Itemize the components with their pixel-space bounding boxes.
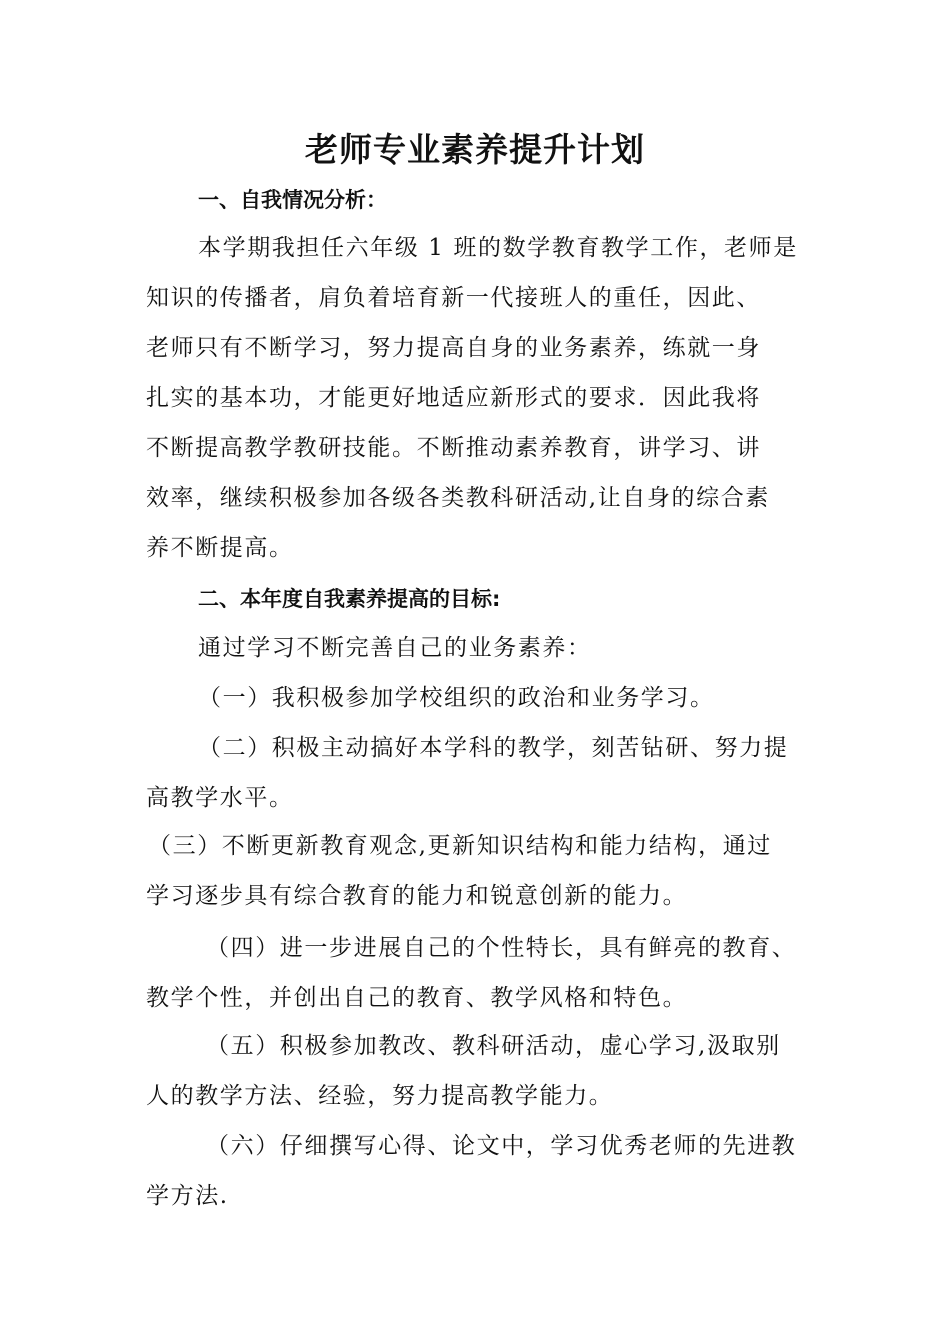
goal-item-4-cont: 教学个性，并创出自己的教育、教学风格和特色。 xyxy=(146,985,688,1011)
goal-item-2-cont: 高教学水平。 xyxy=(146,785,294,811)
goal-item-5-cont: 人的教学方法、经验，努力提高教学能力。 xyxy=(146,1083,614,1109)
paragraph-line: 效率，继续积极参加各级各类教科研活动,让自身的综合素 xyxy=(146,485,770,511)
goal-item-6-cont: 学方法. xyxy=(146,1183,229,1209)
document-title: 老师专业素养提升计划 xyxy=(305,130,645,169)
section2-heading: 二、本年度自我素养提高的目标: xyxy=(198,587,501,611)
paragraph-line: 扎实的基本功，才能更好地适应新形式的要求．因此我将 xyxy=(146,385,761,411)
goal-item-3: （三）不断更新教育观念,更新知识结构和能力结构，通过 xyxy=(148,833,772,859)
goal-item-1: （一）我积极参加学校组织的政治和业务学习。 xyxy=(198,685,715,711)
goal-item-4: （四）进一步进展自己的个性特长，具有鲜亮的教育、 xyxy=(206,935,797,961)
paragraph-line: 知识的传播者，肩负着培育新一代接班人的重任，因此、 xyxy=(146,285,761,311)
paragraph-line: 老师只有不断学习，努力提高自身的业务素养，练就一身 xyxy=(146,335,761,361)
paragraph-line: 不断提高教学教研技能。不断推动素养教育，讲学习、讲 xyxy=(146,435,761,461)
goal-item-3-cont: 学习逐步具有综合教育的能力和锐意创新的能力。 xyxy=(146,883,688,909)
paragraph-line: 通过学习不断完善自己的业务素养： xyxy=(198,635,592,661)
goal-item-5: （五）积极参加教改、教科研活动，虚心学习,汲取别 xyxy=(206,1033,781,1059)
paragraph-line: 本学期我担任六年级 1 班的数学教育教学工作，老师是 xyxy=(198,235,798,261)
goal-item-2: （二）积极主动搞好本学科的教学，刻苦钻研、努力提 xyxy=(198,735,789,761)
section1-heading: 一、自我情况分析： xyxy=(198,188,387,212)
goal-item-6: （六）仔细撰写心得、论文中，学习优秀老师的先进教 xyxy=(206,1133,797,1159)
paragraph-line: 养不断提高。 xyxy=(146,535,294,561)
